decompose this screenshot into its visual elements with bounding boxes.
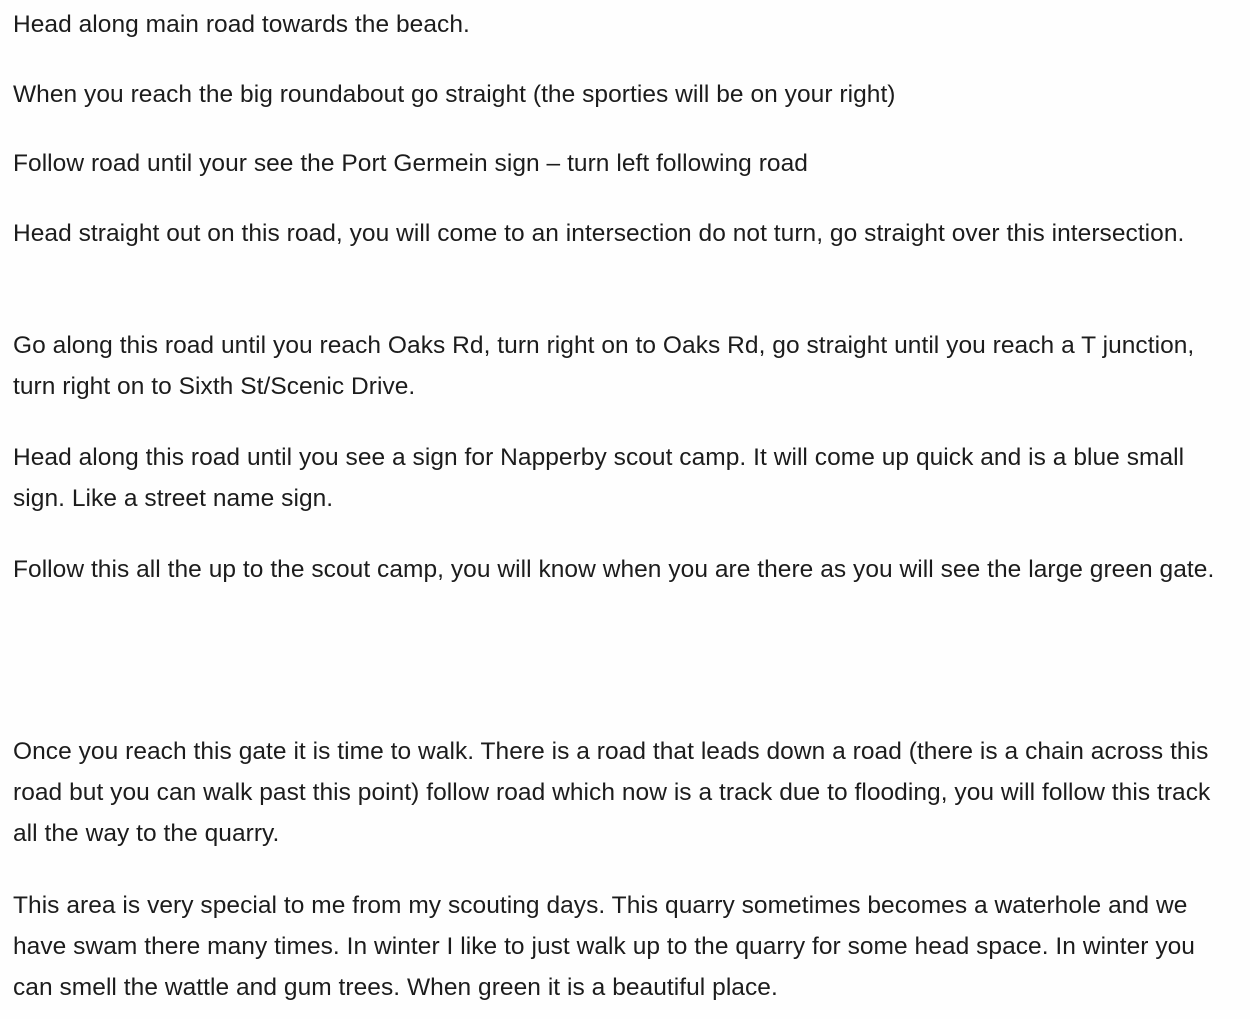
direction-paragraph-7: Follow this all the up to the scout camp, you will know when you are there as you will see the large green gate.: [13, 556, 1215, 583]
direction-paragraph-4: Head straight out on this road, you will come to an intersection do not turn, go straight over this intersection.: [13, 220, 1185, 247]
personal-note-paragraph: This area is very special to me from my scouting days. This quarry sometimes becomes a waterhole and we have swam there many times. In winter I like to just walk up to the quarry for some head space. In winter you can smell the wattle and gum trees. When green it is a beautiful place.: [13, 892, 1195, 1001]
direction-paragraph-1: Head along main road towards the beach.: [13, 11, 470, 38]
walking-paragraph: Once you reach this gate it is time to walk. There is a road that leads down a road (there is a chain across this road but you can walk past this point) follow road which now is a track due to flooding, you will follow this track all the way to the quarry.: [13, 738, 1211, 847]
direction-paragraph-3: Follow road until your see the Port Germein sign – turn left following road: [13, 150, 808, 177]
direction-paragraph-5: Go along this road until you reach Oaks Rd, turn right on to Oaks Rd, go straight until you reach a T junction, turn right on to Sixth St/Scenic Drive.: [13, 332, 1195, 400]
direction-paragraph-2: When you reach the big roundabout go straight (the sporties will be on your right): [13, 81, 896, 108]
direction-paragraph-6: Head along this road until you see a sign for Napperby scout camp. It will come up quick and is a blue small sign. Like a street name sign.: [13, 444, 1185, 512]
